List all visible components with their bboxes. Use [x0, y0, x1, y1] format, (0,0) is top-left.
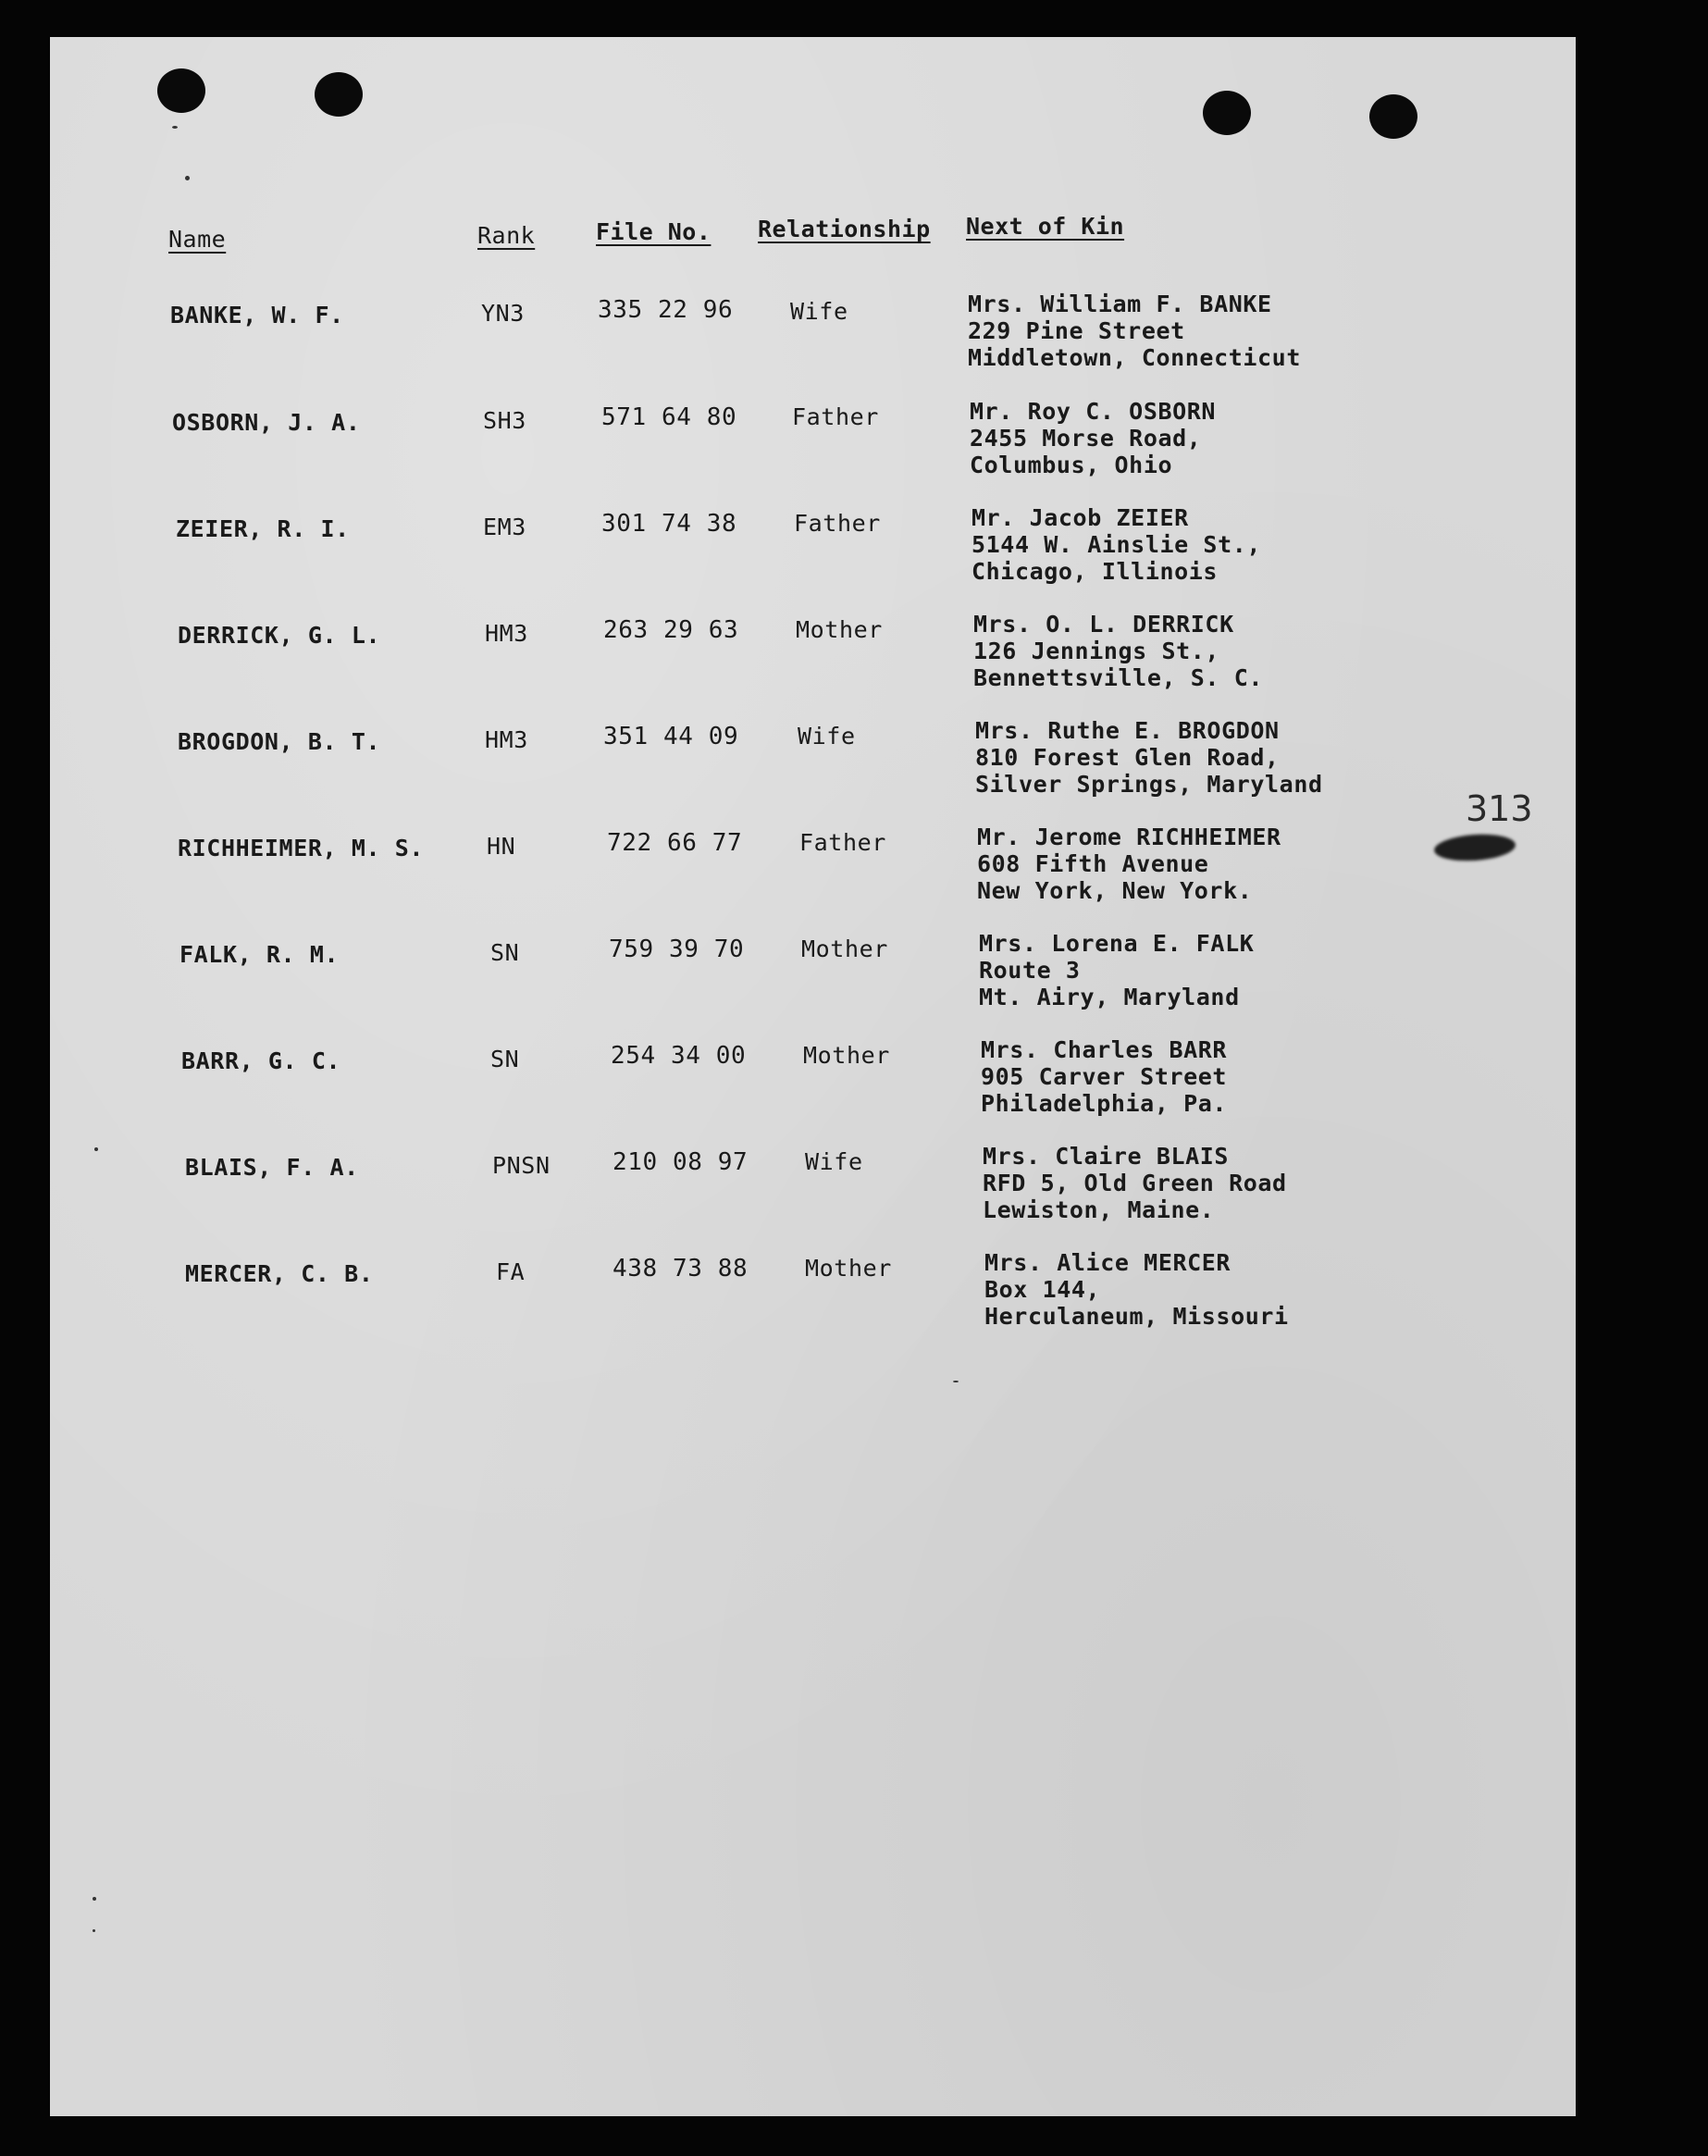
row-rank: EM3 — [483, 514, 526, 540]
kin-line: New York, New York. — [977, 877, 1253, 904]
header-name: Name — [168, 226, 227, 253]
row-next-of-kin — [970, 398, 1216, 478]
row-rank: HN — [487, 833, 516, 860]
kin-line: Herculaneum, Missouri — [984, 1303, 1289, 1330]
row-relationship: Father — [794, 510, 881, 537]
row-relationship: Wife — [805, 1148, 863, 1175]
row-relationship: Father — [799, 829, 886, 856]
row-file-no: 438 73 88 — [613, 1255, 749, 1282]
table-row — [50, 788, 1576, 904]
row-relationship: Mother — [801, 936, 888, 962]
row-rank: PNSN — [492, 1152, 551, 1179]
row-rank: SN — [490, 1046, 520, 1072]
row-rank: HM3 — [485, 620, 528, 647]
kin-line: Silver Springs, Maryland — [975, 771, 1323, 798]
punch-hole — [157, 68, 205, 113]
row-name: BARR, G. C. — [181, 1047, 341, 1074]
kin-line: Bennettsville, S. C. — [973, 664, 1264, 691]
row-name: OSBORN, J. A. — [172, 409, 361, 436]
row-file-no: 759 39 70 — [609, 936, 745, 963]
kin-line: Box 144, — [984, 1276, 1101, 1303]
kin-line: Mrs. Alice MERCER — [984, 1249, 1231, 1276]
kin-line: 2455 Morse Road, — [970, 425, 1202, 452]
kin-line: RFD 5, Old Green Road — [983, 1170, 1287, 1196]
row-relationship: Father — [792, 403, 879, 430]
row-name: RICHHEIMER, M. S. — [178, 835, 425, 861]
row-next-of-kin — [984, 1249, 1289, 1330]
row-next-of-kin — [977, 824, 1281, 904]
table-row — [50, 1214, 1576, 1330]
table-row — [50, 469, 1576, 585]
row-next-of-kin — [983, 1143, 1287, 1223]
header-next-of-kin: Next of Kin — [966, 213, 1125, 240]
kin-line: Mr. Roy C. OSBORN — [970, 398, 1217, 425]
row-file-no: 210 08 97 — [613, 1148, 749, 1176]
kin-line: Mr. Jacob ZEIER — [972, 504, 1189, 531]
kin-line: 905 Carver Street — [981, 1063, 1228, 1090]
kin-line: Route 3 — [979, 957, 1081, 984]
kin-line: 5144 W. Ainslie St., — [972, 531, 1262, 558]
row-name: ZEIER, R. I. — [176, 515, 350, 542]
row-relationship: Mother — [796, 616, 883, 643]
row-relationship: Wife — [790, 298, 848, 325]
kin-line: Lewiston, Maine. — [983, 1196, 1215, 1223]
table-row — [50, 1001, 1576, 1117]
punch-hole — [315, 72, 363, 117]
row-file-no: 263 29 63 — [603, 616, 739, 644]
row-relationship: Mother — [805, 1255, 892, 1282]
table-row — [50, 576, 1576, 691]
header-rank: Rank — [477, 222, 536, 249]
kin-line: Mrs. William F. BANKE — [968, 291, 1272, 317]
row-file-no: 571 64 80 — [601, 403, 737, 431]
row-next-of-kin — [979, 930, 1254, 1010]
row-rank: HM3 — [485, 726, 528, 753]
row-name: MERCER, C. B. — [185, 1260, 374, 1287]
kin-line: Chicago, Illinois — [972, 558, 1219, 585]
header-file-no: File No. — [596, 218, 712, 245]
speck — [185, 176, 190, 180]
kin-line: Columbus, Ohio — [970, 452, 1173, 478]
kin-line: Mrs. O. L. DERRICK — [973, 611, 1234, 638]
table-row — [50, 895, 1576, 1010]
row-next-of-kin — [968, 291, 1301, 371]
table-row — [50, 255, 1576, 371]
row-rank: SN — [490, 939, 520, 966]
kin-line: Middletown, Connecticut — [968, 344, 1301, 371]
kin-line: Mrs. Charles BARR — [981, 1036, 1228, 1063]
row-next-of-kin — [972, 504, 1261, 585]
row-name: BANKE, W. F. — [170, 302, 344, 328]
speck — [93, 1897, 96, 1901]
row-file-no: 254 34 00 — [611, 1042, 747, 1070]
kin-line: 126 Jennings St., — [973, 638, 1220, 664]
kin-line: Mrs. Lorena E. FALK — [979, 930, 1255, 957]
document-page — [50, 37, 1576, 2116]
page-number: 313 — [1466, 788, 1533, 829]
row-name: FALK, R. M. — [179, 941, 340, 968]
row-file-no: 722 66 77 — [607, 829, 743, 857]
punch-hole — [1369, 94, 1417, 139]
row-file-no: 335 22 96 — [598, 296, 734, 324]
row-file-no: 351 44 09 — [603, 723, 739, 750]
row-name: BLAIS, F. A. — [185, 1154, 359, 1181]
speck — [953, 1381, 959, 1382]
row-next-of-kin — [981, 1036, 1227, 1117]
speck — [172, 126, 178, 129]
kin-line: Mt. Airy, Maryland — [979, 984, 1240, 1010]
kin-line: Mrs. Ruthe E. BROGDON — [975, 717, 1280, 744]
kin-line: 810 Forest Glen Road, — [975, 744, 1280, 771]
table-row — [50, 682, 1576, 798]
row-next-of-kin — [973, 611, 1263, 691]
row-name: BROGDON, B. T. — [178, 728, 381, 755]
table-row — [50, 1108, 1576, 1223]
row-rank: YN3 — [481, 300, 525, 327]
header-relationship: Relationship — [758, 216, 931, 242]
row-name: DERRICK, G. L. — [178, 622, 381, 649]
kin-line: Mrs. Claire BLAIS — [983, 1143, 1230, 1170]
speck — [93, 1929, 95, 1932]
punch-hole — [1203, 91, 1251, 135]
kin-line: Philadelphia, Pa. — [981, 1090, 1228, 1117]
kin-line: 229 Pine Street — [968, 317, 1185, 344]
row-rank: SH3 — [483, 407, 526, 434]
kin-line: 608 Fifth Avenue — [977, 850, 1209, 877]
table-row — [50, 363, 1576, 478]
row-rank: FA — [496, 1258, 526, 1285]
kin-line: Mr. Jerome RICHHEIMER — [977, 824, 1281, 850]
row-relationship: Wife — [798, 723, 856, 750]
row-file-no: 301 74 38 — [601, 510, 737, 538]
row-relationship: Mother — [803, 1042, 890, 1069]
row-next-of-kin — [975, 717, 1323, 798]
